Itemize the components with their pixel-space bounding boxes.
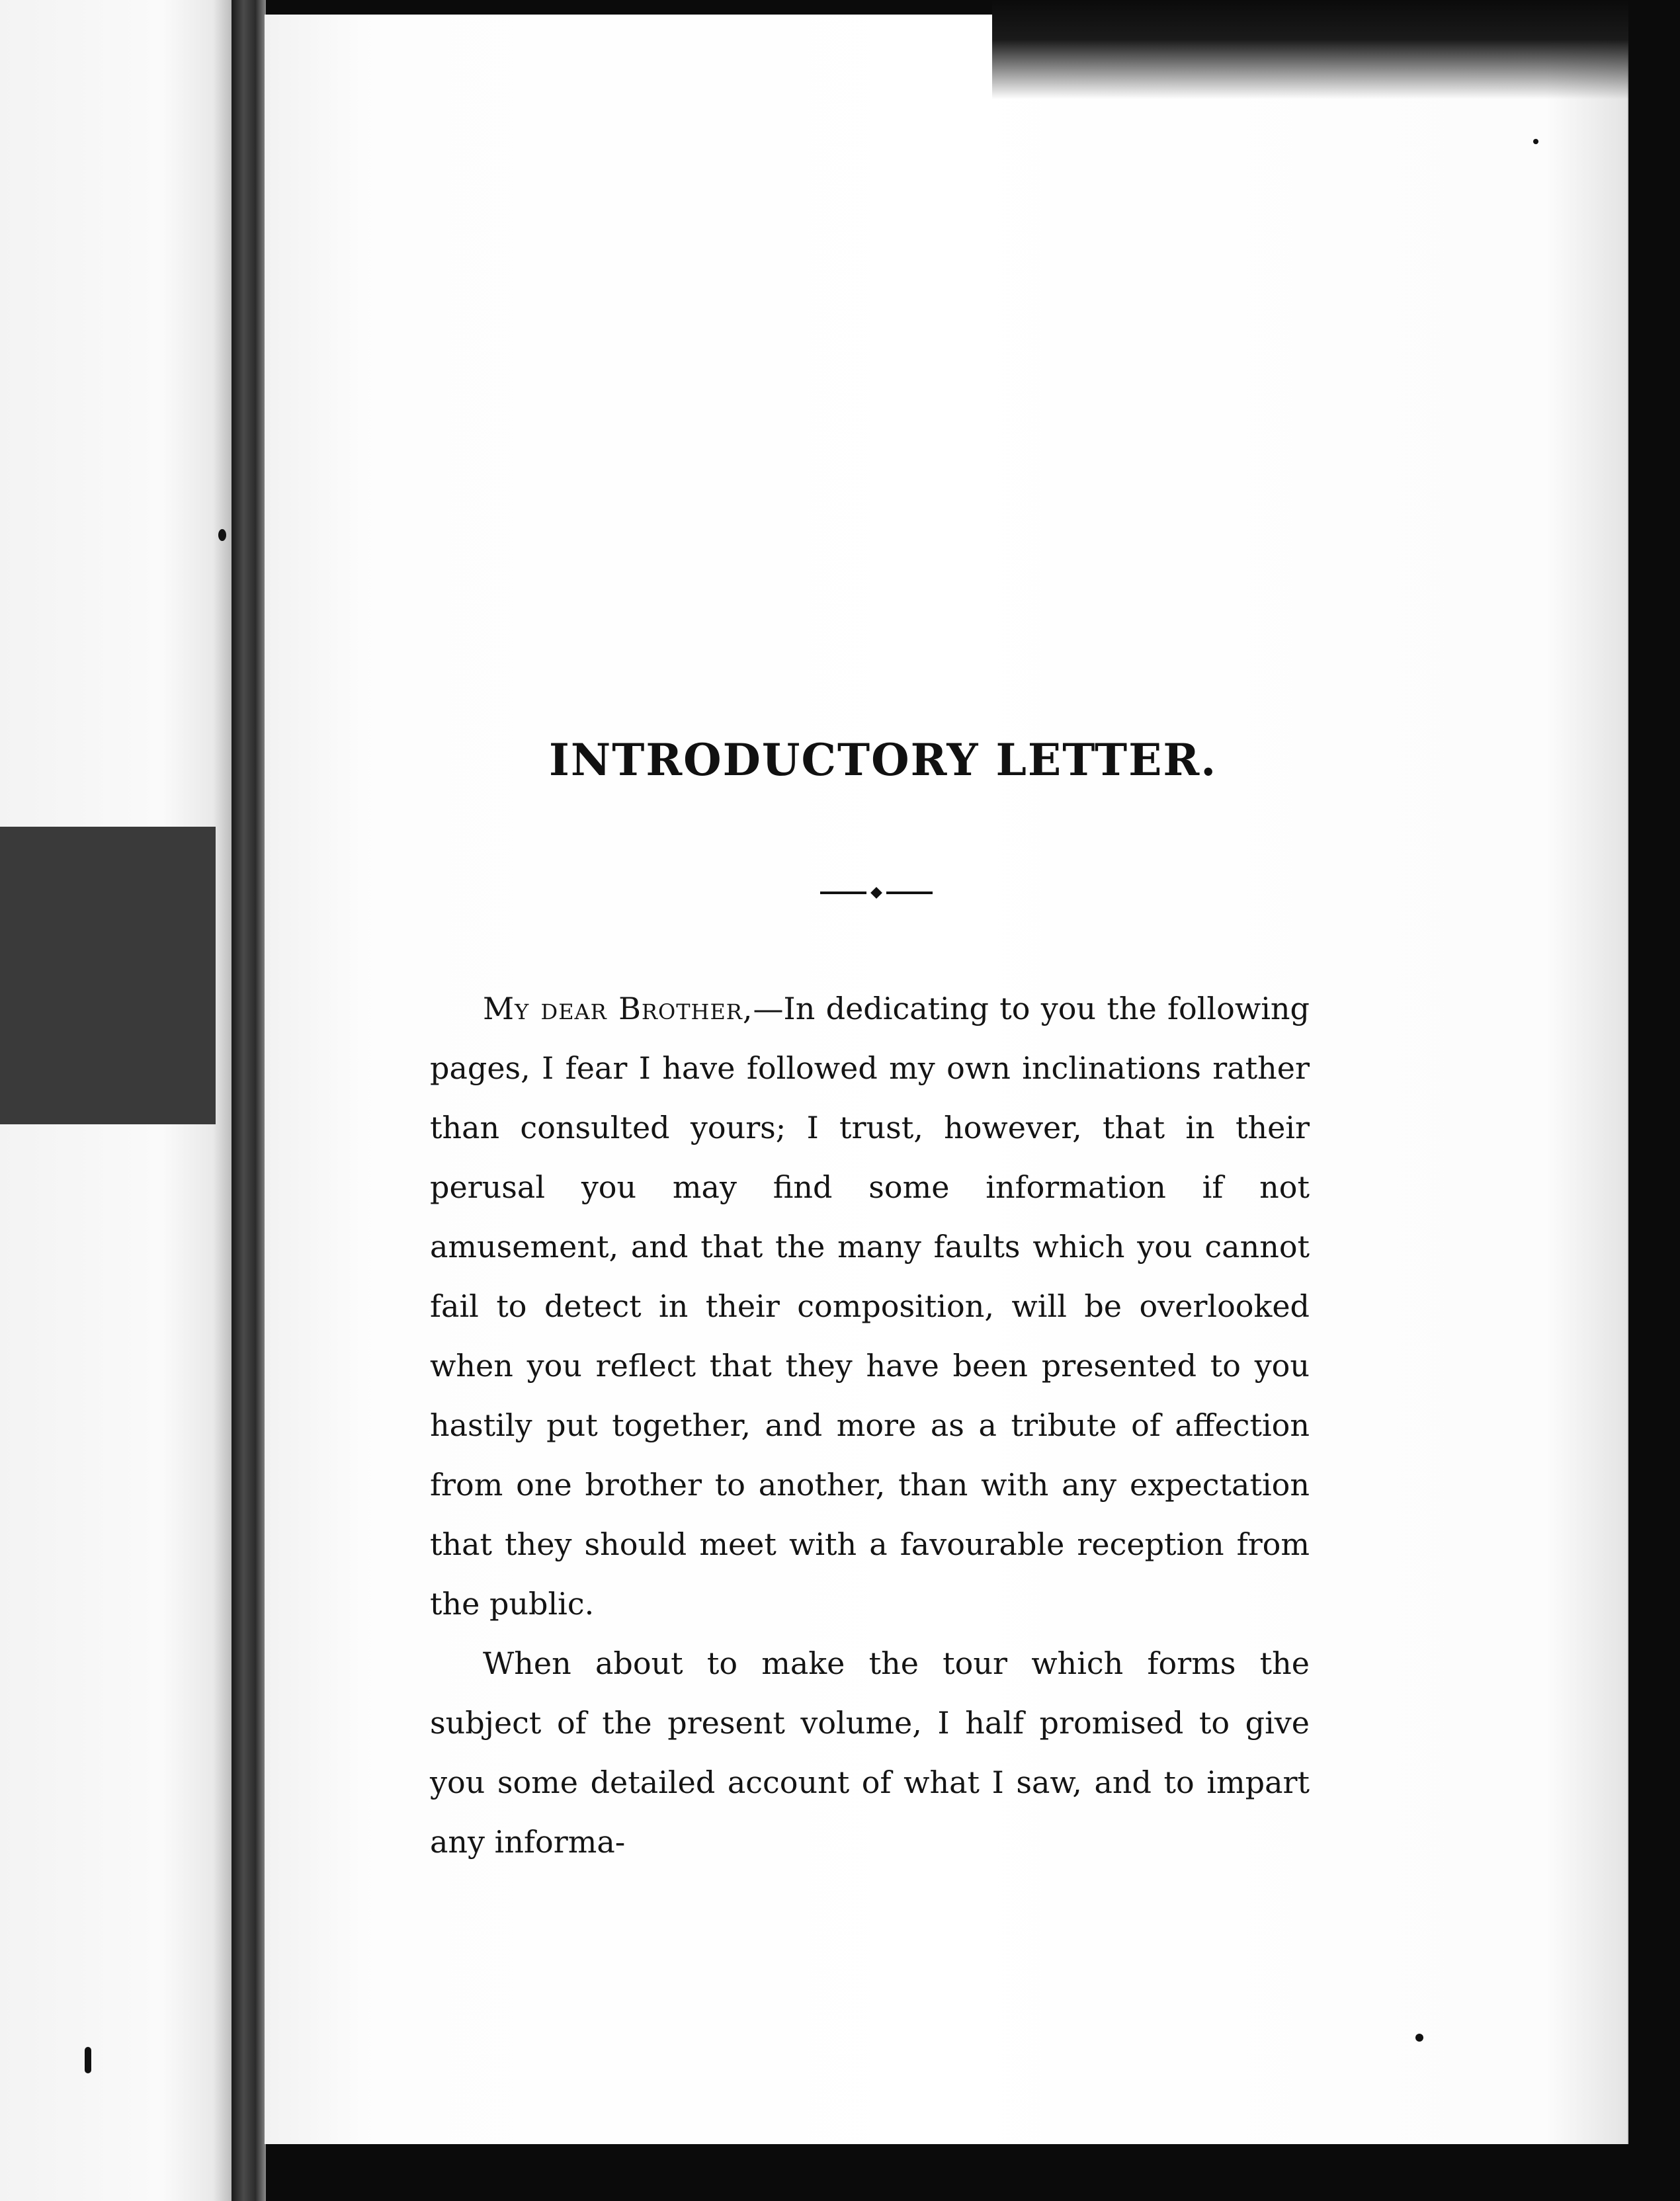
salutation: My dear Brother, [483,991,753,1026]
scan-shadow-top [992,0,1680,99]
letter-body [430,979,1310,1872]
page-heading: INTRODUCTORY LETTER. [549,734,1218,786]
scan-edge-right [1628,0,1680,2201]
ornament-rule-right [886,892,933,894]
paragraph-text: When about to make the tour which forms the subject of the present volume, I half promised to give you some detailed account of what I saw, and to impart any informa- [430,1645,1310,1860]
heading-ornament [820,886,933,899]
letter-paragraph-1 [430,979,1310,1634]
facing-page-left [0,0,231,2201]
paragraph-text: —In dedicating to you the following pages, I fear I have followed my own inclinations rather than consulted yours; I trust, however, that in their perusal you may find some information if not amusement, and that the many faults which you cannot fail to detect in their composition, will be overlooked when you reflect that they have been presented to you hastily put together, and more as a tribute of affection from one brother to another, than with any expectation that they should meet with a favourable reception from the public. [430,991,1310,1622]
ink-speck [1533,139,1538,144]
ornament-rule-left [820,892,866,894]
book-gutter [231,0,266,2201]
facing-page-dark-tab [0,827,216,1124]
ink-speck [1415,2034,1423,2042]
ink-speck [85,2047,91,2073]
ink-speck [218,529,226,541]
ornament-diamond [870,887,882,899]
letter-paragraph-2 [430,1634,1310,1872]
